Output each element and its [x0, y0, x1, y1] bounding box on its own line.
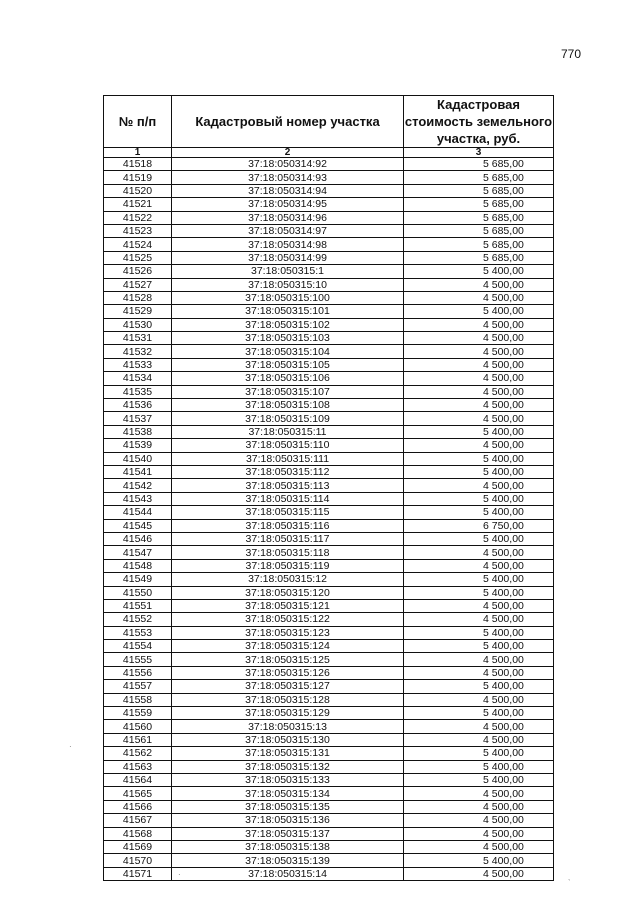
row-index: 41551 — [104, 599, 172, 612]
header-cadastral-number: Кадастровый номер участка — [172, 96, 404, 148]
table-row — [104, 345, 554, 358]
cadastral-number: 37:18:050315:128 — [172, 693, 404, 706]
row-index: 41570 — [104, 854, 172, 867]
table-row — [104, 224, 554, 237]
table-row — [104, 198, 554, 211]
cadastral-number: 37:18:050315:111 — [172, 452, 404, 465]
row-index: 41563 — [104, 760, 172, 773]
cadastral-number: 37:18:050314:94 — [172, 184, 404, 197]
row-index: 41554 — [104, 640, 172, 653]
row-index: 41524 — [104, 238, 172, 251]
row-index: 41548 — [104, 559, 172, 572]
row-index: 41540 — [104, 452, 172, 465]
column-number: 2 — [172, 148, 404, 158]
cadastral-cost: 4 500,00 — [404, 693, 554, 706]
cadastral-number: 37:18:050314:97 — [172, 224, 404, 237]
scan-speck: ˎ — [568, 872, 571, 881]
table-row — [104, 773, 554, 786]
table-row — [104, 265, 554, 278]
row-index: 41521 — [104, 198, 172, 211]
cadastral-cost: 4 500,00 — [404, 559, 554, 572]
table-row — [104, 760, 554, 773]
row-index: 41519 — [104, 171, 172, 184]
row-index: 41542 — [104, 479, 172, 492]
cadastral-number: 37:18:050315:103 — [172, 332, 404, 345]
cadastral-number: 37:18:050315:115 — [172, 506, 404, 519]
header-index: № п/п — [104, 96, 172, 148]
table-row — [104, 800, 554, 813]
table-row — [104, 479, 554, 492]
row-index: 41538 — [104, 425, 172, 438]
row-index: 41537 — [104, 412, 172, 425]
row-index: 41553 — [104, 626, 172, 639]
table-row — [104, 158, 554, 171]
cadastral-cost: 5 685,00 — [404, 251, 554, 264]
cadastral-cost: 5 685,00 — [404, 158, 554, 171]
cadastral-number: 37:18:050315:109 — [172, 412, 404, 425]
cadastral-table — [103, 95, 554, 881]
cadastral-cost: 5 400,00 — [404, 760, 554, 773]
table-row — [104, 278, 554, 291]
row-index: 41565 — [104, 787, 172, 800]
cadastral-number: 37:18:050315:123 — [172, 626, 404, 639]
table-row — [104, 385, 554, 398]
cadastral-number: 37:18:050315:13 — [172, 720, 404, 733]
row-index: 41567 — [104, 814, 172, 827]
row-index: 41539 — [104, 439, 172, 452]
row-index: 41547 — [104, 546, 172, 559]
cadastral-number: 37:18:050315:114 — [172, 492, 404, 505]
page-number: 770 — [561, 47, 582, 61]
table-row — [104, 693, 554, 706]
table-row — [104, 439, 554, 452]
cadastral-number: 37:18:050315:107 — [172, 385, 404, 398]
cadastral-cost: 4 500,00 — [404, 546, 554, 559]
scan-speck: · — [69, 742, 72, 751]
table-row — [104, 211, 554, 224]
cadastral-cost: 5 400,00 — [404, 452, 554, 465]
column-number: 1 — [104, 148, 172, 158]
cadastral-cost: 5 685,00 — [404, 211, 554, 224]
cadastral-cost: 5 400,00 — [404, 305, 554, 318]
row-index: 41544 — [104, 506, 172, 519]
cadastral-number: 37:18:050315:104 — [172, 345, 404, 358]
row-index: 41543 — [104, 492, 172, 505]
cadastral-cost: 4 500,00 — [404, 599, 554, 612]
header-cadastral-cost: Кадастровая стоимость земельного участка, руб. — [404, 97, 553, 146]
row-index: 41566 — [104, 800, 172, 813]
table-row — [104, 412, 554, 425]
row-index: 41525 — [104, 251, 172, 264]
cadastral-number: 37:18:050315:11 — [172, 425, 404, 438]
cadastral-cost: 4 500,00 — [404, 358, 554, 371]
row-index: 41571 — [104, 867, 172, 880]
row-index: 41562 — [104, 747, 172, 760]
table-row — [104, 653, 554, 666]
table-row — [104, 184, 554, 197]
row-index: 41552 — [104, 613, 172, 626]
row-index: 41568 — [104, 827, 172, 840]
cadastral-number: 37:18:050314:92 — [172, 158, 404, 171]
table-row — [104, 626, 554, 639]
cadastral-number: 37:18:050315:136 — [172, 814, 404, 827]
cadastral-number: 37:18:050315:10 — [172, 278, 404, 291]
cadastral-cost: 4 500,00 — [404, 653, 554, 666]
cadastral-cost: 4 500,00 — [404, 787, 554, 800]
cadastral-cost: 4 500,00 — [404, 345, 554, 358]
cadastral-table-container — [103, 95, 553, 881]
table-row — [104, 559, 554, 572]
table-row — [104, 399, 554, 412]
cadastral-cost: 4 500,00 — [404, 733, 554, 746]
table-row — [104, 305, 554, 318]
cadastral-number: 37:18:050315:124 — [172, 640, 404, 653]
cadastral-number: 37:18:050315:120 — [172, 586, 404, 599]
cadastral-cost: 5 400,00 — [404, 532, 554, 545]
table-row — [104, 238, 554, 251]
table-row — [104, 573, 554, 586]
row-index: 41561 — [104, 733, 172, 746]
table-row — [104, 613, 554, 626]
cadastral-number: 37:18:050315:130 — [172, 733, 404, 746]
cadastral-cost: 5 685,00 — [404, 238, 554, 251]
table-row — [104, 492, 554, 505]
table-row — [104, 787, 554, 800]
row-index: 41526 — [104, 265, 172, 278]
row-index: 41564 — [104, 773, 172, 786]
row-index: 41569 — [104, 840, 172, 853]
row-index: 41534 — [104, 372, 172, 385]
table-row — [104, 519, 554, 532]
cadastral-cost: 5 400,00 — [404, 465, 554, 478]
cadastral-cost: 4 500,00 — [404, 613, 554, 626]
table-row — [104, 171, 554, 184]
row-index: 41550 — [104, 586, 172, 599]
cadastral-cost: 4 500,00 — [404, 479, 554, 492]
cadastral-number: 37:18:050315:118 — [172, 546, 404, 559]
row-index: 41545 — [104, 519, 172, 532]
cadastral-cost: 5 400,00 — [404, 492, 554, 505]
row-index: 41533 — [104, 358, 172, 371]
cadastral-cost: 4 500,00 — [404, 840, 554, 853]
cadastral-cost: 4 500,00 — [404, 800, 554, 813]
cadastral-number: 37:18:050315:126 — [172, 666, 404, 679]
row-index: 41520 — [104, 184, 172, 197]
table-row — [104, 318, 554, 331]
column-number-row — [104, 148, 554, 158]
cadastral-cost: 4 500,00 — [404, 399, 554, 412]
header-row — [104, 96, 554, 148]
row-index: 41536 — [104, 399, 172, 412]
cadastral-cost: 5 400,00 — [404, 773, 554, 786]
row-index: 41527 — [104, 278, 172, 291]
cadastral-number: 37:18:050315:14 — [172, 867, 404, 880]
table-row — [104, 680, 554, 693]
cadastral-cost: 4 500,00 — [404, 332, 554, 345]
table-row — [104, 827, 554, 840]
table-row — [104, 506, 554, 519]
cadastral-cost: 4 500,00 — [404, 412, 554, 425]
cadastral-number: 37:18:050315:108 — [172, 399, 404, 412]
table-row — [104, 425, 554, 438]
cadastral-number: 37:18:050315:113 — [172, 479, 404, 492]
cadastral-number: 37:18:050315:133 — [172, 773, 404, 786]
row-index: 41532 — [104, 345, 172, 358]
cadastral-number: 37:18:050315:106 — [172, 372, 404, 385]
cadastral-number: 37:18:050315:100 — [172, 291, 404, 304]
table-row — [104, 532, 554, 545]
cadastral-number: 37:18:050315:135 — [172, 800, 404, 813]
table-row — [104, 586, 554, 599]
cadastral-number: 37:18:050315:1 — [172, 265, 404, 278]
cadastral-number: 37:18:050315:134 — [172, 787, 404, 800]
cadastral-number: 37:18:050314:98 — [172, 238, 404, 251]
cadastral-cost: 5 400,00 — [404, 640, 554, 653]
row-index: 41549 — [104, 573, 172, 586]
row-index: 41535 — [104, 385, 172, 398]
cadastral-cost: 5 400,00 — [404, 586, 554, 599]
table-row — [104, 854, 554, 867]
column-number: 3 — [404, 148, 554, 158]
table-row — [104, 332, 554, 345]
cadastral-number: 37:18:050314:95 — [172, 198, 404, 211]
cadastral-cost: 4 500,00 — [404, 867, 554, 880]
row-index: 41528 — [104, 291, 172, 304]
cadastral-number: 37:18:050315:138 — [172, 840, 404, 853]
cadastral-cost: 6 750,00 — [404, 519, 554, 532]
row-index: 41555 — [104, 653, 172, 666]
row-index: 41531 — [104, 332, 172, 345]
cadastral-number: 37:18:050314:99 — [172, 251, 404, 264]
cadastral-cost: 4 500,00 — [404, 385, 554, 398]
row-index: 41522 — [104, 211, 172, 224]
cadastral-number: 37:18:050315:131 — [172, 747, 404, 760]
cadastral-number: 37:18:050315:117 — [172, 532, 404, 545]
cadastral-cost: 4 500,00 — [404, 278, 554, 291]
cadastral-cost: 4 500,00 — [404, 318, 554, 331]
cadastral-number: 37:18:050315:127 — [172, 680, 404, 693]
cadastral-number: 37:18:050315:129 — [172, 707, 404, 720]
cadastral-cost: 4 500,00 — [404, 720, 554, 733]
table-row — [104, 840, 554, 853]
cadastral-cost: 5 685,00 — [404, 184, 554, 197]
cadastral-number: 37:18:050315:110 — [172, 439, 404, 452]
cadastral-cost: 5 400,00 — [404, 506, 554, 519]
cadastral-number: 37:18:050315:101 — [172, 305, 404, 318]
cadastral-cost: 5 400,00 — [404, 707, 554, 720]
cadastral-number: 37:18:050315:102 — [172, 318, 404, 331]
table-row — [104, 358, 554, 371]
cadastral-cost: 4 500,00 — [404, 827, 554, 840]
cadastral-number: 37:18:050315:121 — [172, 599, 404, 612]
cadastral-cost: 5 400,00 — [404, 626, 554, 639]
row-index: 41546 — [104, 532, 172, 545]
cadastral-cost: 4 500,00 — [404, 372, 554, 385]
table-row — [104, 465, 554, 478]
cadastral-number: 37:18:050315:122 — [172, 613, 404, 626]
cadastral-cost: 5 400,00 — [404, 265, 554, 278]
cadastral-number: 37:18:050315:139 — [172, 854, 404, 867]
scan-speck: · — [178, 870, 181, 879]
row-index: 41560 — [104, 720, 172, 733]
cadastral-cost: 4 500,00 — [404, 666, 554, 679]
cadastral-cost: 4 500,00 — [404, 439, 554, 452]
cadastral-number: 37:18:050315:119 — [172, 559, 404, 572]
cadastral-cost: 4 500,00 — [404, 291, 554, 304]
cadastral-number: 37:18:050315:112 — [172, 465, 404, 478]
cadastral-cost: 5 685,00 — [404, 171, 554, 184]
table-row — [104, 251, 554, 264]
table-row — [104, 546, 554, 559]
table-row — [104, 747, 554, 760]
table-row — [104, 733, 554, 746]
table-row — [104, 666, 554, 679]
cadastral-number: 37:18:050315:132 — [172, 760, 404, 773]
cadastral-cost: 4 500,00 — [404, 814, 554, 827]
row-index: 41559 — [104, 707, 172, 720]
cadastral-cost: 5 400,00 — [404, 425, 554, 438]
cadastral-number: 37:18:050314:96 — [172, 211, 404, 224]
row-index: 41529 — [104, 305, 172, 318]
table-row — [104, 867, 554, 880]
cadastral-number: 37:18:050315:105 — [172, 358, 404, 371]
cadastral-cost: 5 685,00 — [404, 224, 554, 237]
table-row — [104, 814, 554, 827]
table-row — [104, 599, 554, 612]
table-row — [104, 452, 554, 465]
row-index: 41523 — [104, 224, 172, 237]
cadastral-number: 37:18:050315:125 — [172, 653, 404, 666]
row-index: 41556 — [104, 666, 172, 679]
row-index: 41541 — [104, 465, 172, 478]
row-index: 41558 — [104, 693, 172, 706]
cadastral-cost: 5 400,00 — [404, 680, 554, 693]
table-row — [104, 372, 554, 385]
cadastral-cost: 5 400,00 — [404, 747, 554, 760]
row-index: 41530 — [104, 318, 172, 331]
table-row — [104, 640, 554, 653]
cadastral-number: 37:18:050315:12 — [172, 573, 404, 586]
table-body — [104, 158, 554, 881]
cadastral-number: 37:18:050315:137 — [172, 827, 404, 840]
table-row — [104, 291, 554, 304]
cadastral-number: 37:18:050315:116 — [172, 519, 404, 532]
row-index: 41557 — [104, 680, 172, 693]
cadastral-cost: 5 400,00 — [404, 854, 554, 867]
cadastral-cost: 5 685,00 — [404, 198, 554, 211]
table-row — [104, 707, 554, 720]
cadastral-cost: 5 400,00 — [404, 573, 554, 586]
cadastral-number: 37:18:050314:93 — [172, 171, 404, 184]
table-row — [104, 720, 554, 733]
row-index: 41518 — [104, 158, 172, 171]
